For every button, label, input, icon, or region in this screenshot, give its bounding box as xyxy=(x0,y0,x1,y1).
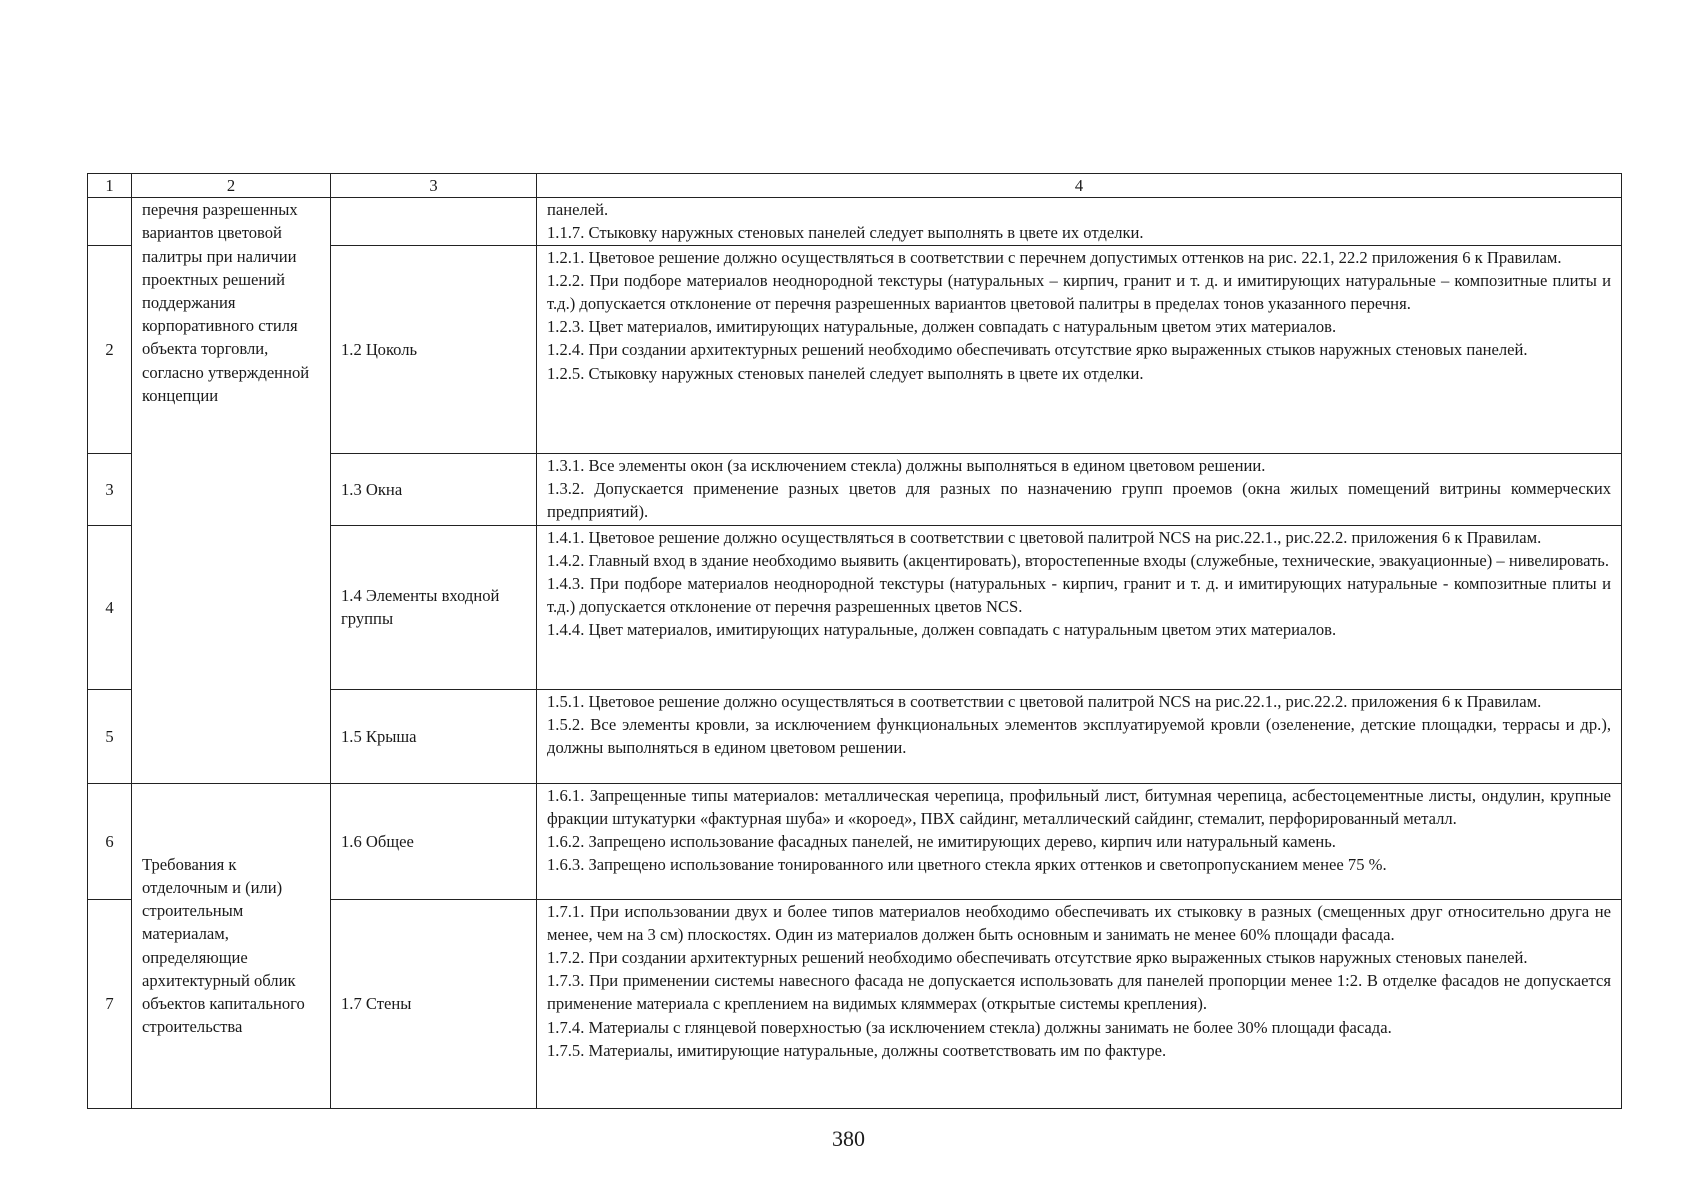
requirement-item: 1.2.4. При создании архитектурных решений необходимо обеспечивать отсутствие ярко выраженных стыков наружных стеновых панелей. xyxy=(547,340,1528,360)
requirement-item: 1.5.2. Все элементы кровли, за исключением функциональных элементов эксплуатируемой кровли (озеленение, детские площадки, террасы и др.), должны выполняться в едином цветовом решении. xyxy=(547,714,1611,758)
requirements-cell xyxy=(537,689,1622,783)
row-number: 3 xyxy=(88,453,132,525)
header-cell-3: 3 xyxy=(331,174,537,198)
requirement-item: 1.2.1. Цветовое решение должно осуществляться в соответствии с перечнем допустимых оттенков на рис. 22.1, 22.2 приложения 6 к Правилам. xyxy=(547,247,1562,267)
row-number: 6 xyxy=(88,783,132,899)
section-name: 1.2 Цоколь xyxy=(331,245,537,453)
requirements-cell xyxy=(537,453,1622,525)
requirement-item: 1.7.2. При создании архитектурных решений необходимо обеспечивать отсутствие ярко выраженных стыков наружных стеновых панелей. xyxy=(547,948,1528,968)
header-cell-2: 2 xyxy=(132,174,331,198)
requirements-table xyxy=(87,173,1622,1109)
row-number: 4 xyxy=(88,525,132,689)
requirement-item: 1.1.7. Стыковку наружных стеновых панелей следует выполнять в цвете их отделки. xyxy=(547,223,1144,243)
section-name: 1.6 Общее xyxy=(331,783,537,899)
requirement-item: 1.6.1. Запрещенные типы материалов: металлическая черепица, профильный лист, битумная черепица, асбестоцементные листы, ондулин, крупные фракции штукатурки «фактурная шуба» и «короед», ПВХ сайдинг, металлический сайдинг, стемалит, перфорированный металл. xyxy=(547,785,1611,828)
requirement-item: панелей. xyxy=(547,200,609,220)
section-name: 1.5 Крыша xyxy=(331,689,537,783)
requirement-item: 1.7.1. При использовании двух и более типов материалов необходимо обеспечивать их стыковку в разных (смещенных друг относительно друга не менее, чем на 3 см) плоскостях. Один из материалов должен быть основным и занимать не менее 60% площади фасада. xyxy=(547,901,1611,944)
page-number: 380 xyxy=(832,1126,865,1151)
requirement-item: 1.6.2. Запрещено использование фасадных панелей, не имитирующих дерево, кирпич или натуральный камень. xyxy=(547,832,1336,852)
group-b-description: Требования к отделочным и (или) строительным материалам, определяющие архитектурный облик объектов капитального строительства xyxy=(132,783,331,1108)
requirement-item: 1.2.3. Цвет материалов, имитирующих натуральные, должен совпадать с натуральным цветом этих материалов. xyxy=(547,317,1337,337)
requirement-item: 1.7.5. Материалы, имитирующие натуральные, должны соответствовать им по фактуре. xyxy=(547,1040,1167,1060)
requirement-item: 1.2.5. Стыковку наружных стеновых панелей следует выполнять в цвете их отделки. xyxy=(547,363,1144,383)
requirements-cell xyxy=(537,783,1622,899)
requirement-item: 1.4.1. Цветовое решение должно осуществляться в соответствии с цветовой палитрой NCS на рис.22.1., рис.22.2. приложения 6 к Правилам. xyxy=(547,527,1542,547)
requirement-item: 1.3.1. Все элементы окон (за исключением стекла) должны выполняться в едином цветовом решении. xyxy=(547,455,1266,475)
table-row xyxy=(88,198,1622,245)
header-cell-4: 4 xyxy=(537,174,1622,198)
header-cell-1: 1 xyxy=(88,174,132,198)
section-name: 1.7 Стены xyxy=(331,899,537,1108)
header-row xyxy=(88,174,1622,198)
requirement-item: 1.4.3. При подборе материалов неоднородной текстуры (натуральных - кирпич, гранит и т. д. и имитирующих натуральные - композитные плиты и т.д.) допускается отклонение от перечня разрешенных цветов NCS. xyxy=(547,574,1611,617)
section-name: 1.3 Окна xyxy=(331,453,537,525)
requirements-cell xyxy=(537,525,1622,689)
requirement-item: 1.7.3. При применении системы навесного фасада не допускается использовать для панелей пропорции менее 1:2. В отделке фасадов не допускается применение материала с креплением на видимых кляммерах (открытые системы крепления). xyxy=(547,971,1611,1014)
requirement-item: 1.5.1. Цветовое решение должно осуществляться в соответствии с цветовой палитрой NCS на рис.22.1., рис.22.2. приложения 6 к Правилам. xyxy=(547,691,1542,711)
table-row xyxy=(88,783,1622,899)
requirement-item: 1.7.4. Материалы с глянцевой поверхностью (за исключением стекла) должны занимать не более 30% площади фасада. xyxy=(547,1017,1392,1037)
group-a-description: перечня разрешенных вариантов цветовой палитры при наличии проектных решений поддержания корпоративного стиля объекта торговли, согласно утвержденной концепции xyxy=(132,198,331,783)
requirements-cell xyxy=(537,245,1622,453)
row-number: 5 xyxy=(88,689,132,783)
requirement-item: 1.4.4. Цвет материалов, имитирующих натуральные, должен совпадать с натуральным цветом этих материалов. xyxy=(547,620,1337,640)
section-name xyxy=(331,198,537,245)
requirement-item: 1.4.2. Главный вход в здание необходимо выявить (акцентировать), второстепенные входы (служебные, технические, эвакуационные) – нивелировать. xyxy=(547,550,1609,570)
requirement-item: 1.2.2. При подборе материалов неоднородной текстуры (натуральных – кирпич, гранит и т. д. и имитирующих натуральные – композитные плиты и т.д.) допускается отклонение от перечня разрешенных вариантов цветовой палитры в пределах тонов указанного перечня. xyxy=(547,270,1611,314)
row-number: 7 xyxy=(88,899,132,1108)
row-number: 2 xyxy=(88,245,132,453)
requirement-item: 1.3.2. Допускается применение разных цветов для разных по назначению групп проемов (окна жилых помещений витрины коммерческих предприятий). xyxy=(547,478,1611,522)
row-number xyxy=(88,198,132,245)
requirement-item: 1.6.3. Запрещено использование тонированного или цветного стекла ярких оттенков и светопропусканием менее 75 %. xyxy=(547,855,1387,875)
requirements-cell xyxy=(537,899,1622,1108)
requirements-cell xyxy=(537,198,1622,245)
section-name: 1.4 Элементы входной группы xyxy=(331,525,537,689)
